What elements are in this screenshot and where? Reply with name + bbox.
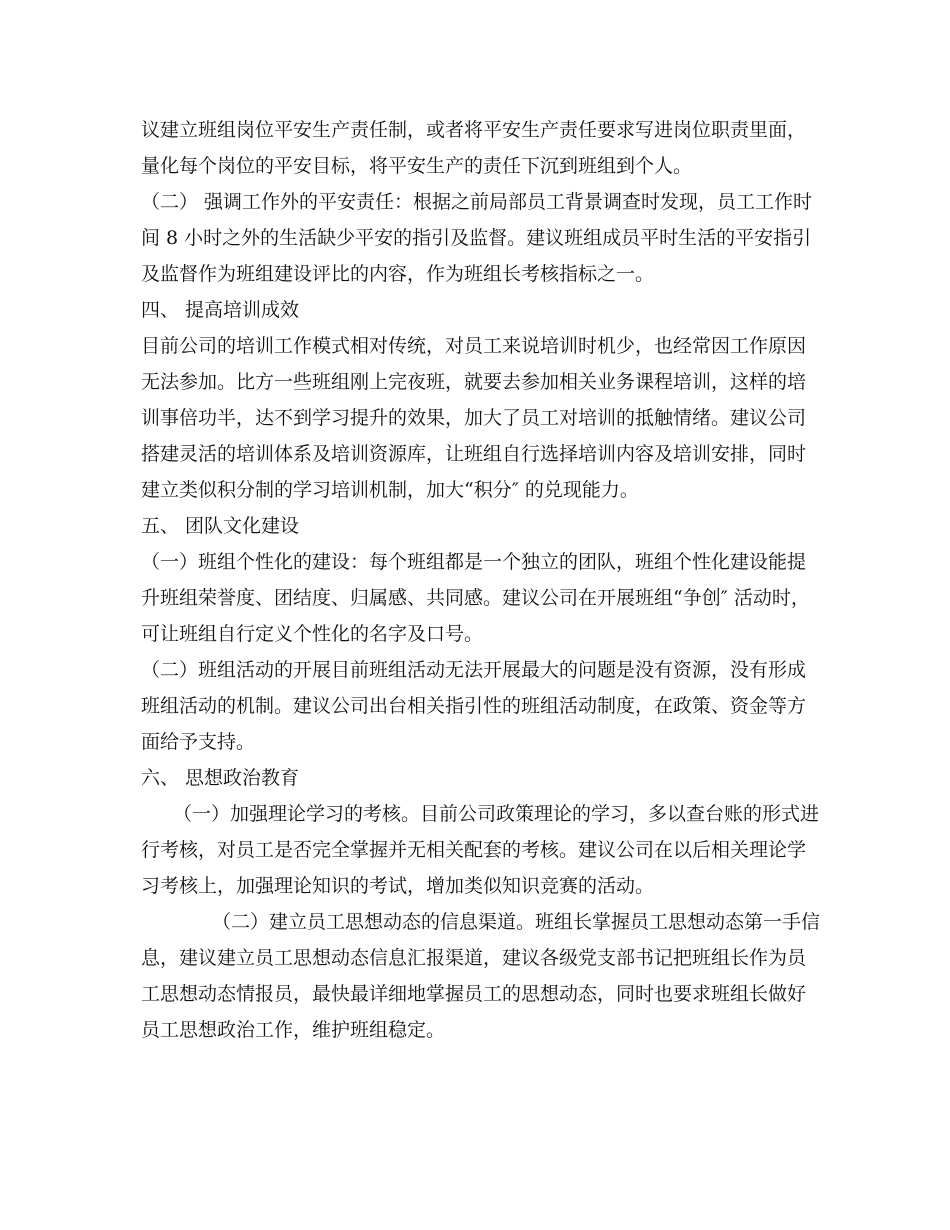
text-line: （二） 强调工作外的平安责任：根据之前局部员工背景调查时发现，员工工作时 bbox=[141, 191, 813, 213]
text-line: 面给予支持。 bbox=[141, 731, 256, 753]
text-line: （一）加强理论学习的考核。目前公司政策理论的学习，多以查台账的形式进 bbox=[173, 803, 820, 825]
section-heading: 四、 提高培训成效 bbox=[141, 299, 300, 321]
text-line: 可让班组自行定义个性化的名字及口号。 bbox=[141, 623, 484, 645]
text-line: 行考核，对员工是否完全掌握并无相关配套的考核。建议公司在以后相关理论学 bbox=[141, 839, 807, 861]
text-line: 息，建议建立员工思想动态信息汇报渠道，建议各级党支部书记把班组长作为员 bbox=[141, 947, 807, 969]
text-line: 目前公司的培训工作模式相对传统，对员工来说培训时机少，也经常因工作原因 bbox=[141, 335, 807, 357]
text-line: 间 8 小时之外的生活缺少平安的指引及监督。建议班组成员平时生活的平安指引 bbox=[141, 227, 812, 249]
text-line: 习考核上，加强理论知识的考试，增加类似知识竞赛的活动。 bbox=[141, 875, 655, 897]
text-line: （二）班组活动的开展目前班组活动无法开展最大的问题是没有资源，没有形成 bbox=[141, 659, 807, 681]
section-heading: 五、 团队文化建设 bbox=[141, 515, 300, 537]
text-line: （二）建立员工思想动态的信息渠道。班组长掌握员工思想动态第一手信 bbox=[212, 911, 821, 933]
text-line: （一）班组个性化的建设：每个班组都是一个独立的团队，班组个性化建设能提 bbox=[141, 551, 807, 573]
text-line: 班组活动的机制。建议公司出台相关指引性的班组活动制度，在政策、资金等方 bbox=[141, 695, 807, 717]
text-line: 量化每个岗位的平安目标，将平安生产的责任下沉到班组到个人。 bbox=[141, 155, 693, 177]
text-line: 升班组荣誉度、团结度、归属感、共同感。建议公司在开展班组“争创″ 活动时， bbox=[141, 587, 810, 609]
text-line: 建立类似积分制的学习培训机制，加大“积分″ 的兑现能力。 bbox=[141, 479, 639, 501]
text-line: 无法参加。比方一些班组刚上完夜班，就要去参加相关业务课程培训，这样的培 bbox=[141, 371, 807, 393]
text-line: 及监督作为班组建设评比的内容，作为班组长考核指标之一。 bbox=[141, 263, 655, 285]
section-heading: 六、 思想政治教育 bbox=[141, 767, 300, 789]
text-line: 训事倍功半，达不到学习提升的效果，加大了员工对培训的抵触情绪。建议公司 bbox=[141, 407, 807, 429]
text-line: 搭建灵活的培训体系及培训资源库，让班组自行选择培训内容及培训安排，同时 bbox=[141, 443, 807, 465]
text-line: 议建立班组岗位平安生产责任制，或者将平安生产责任要求写进岗位职责里面， bbox=[141, 119, 807, 141]
text-line: 工思想动态情报员，最快最详细地掌握员工的思想动态，同时也要求班组长做好 bbox=[141, 983, 807, 1005]
text-line: 员工思想政治工作，维护班组稳定。 bbox=[141, 1019, 446, 1041]
